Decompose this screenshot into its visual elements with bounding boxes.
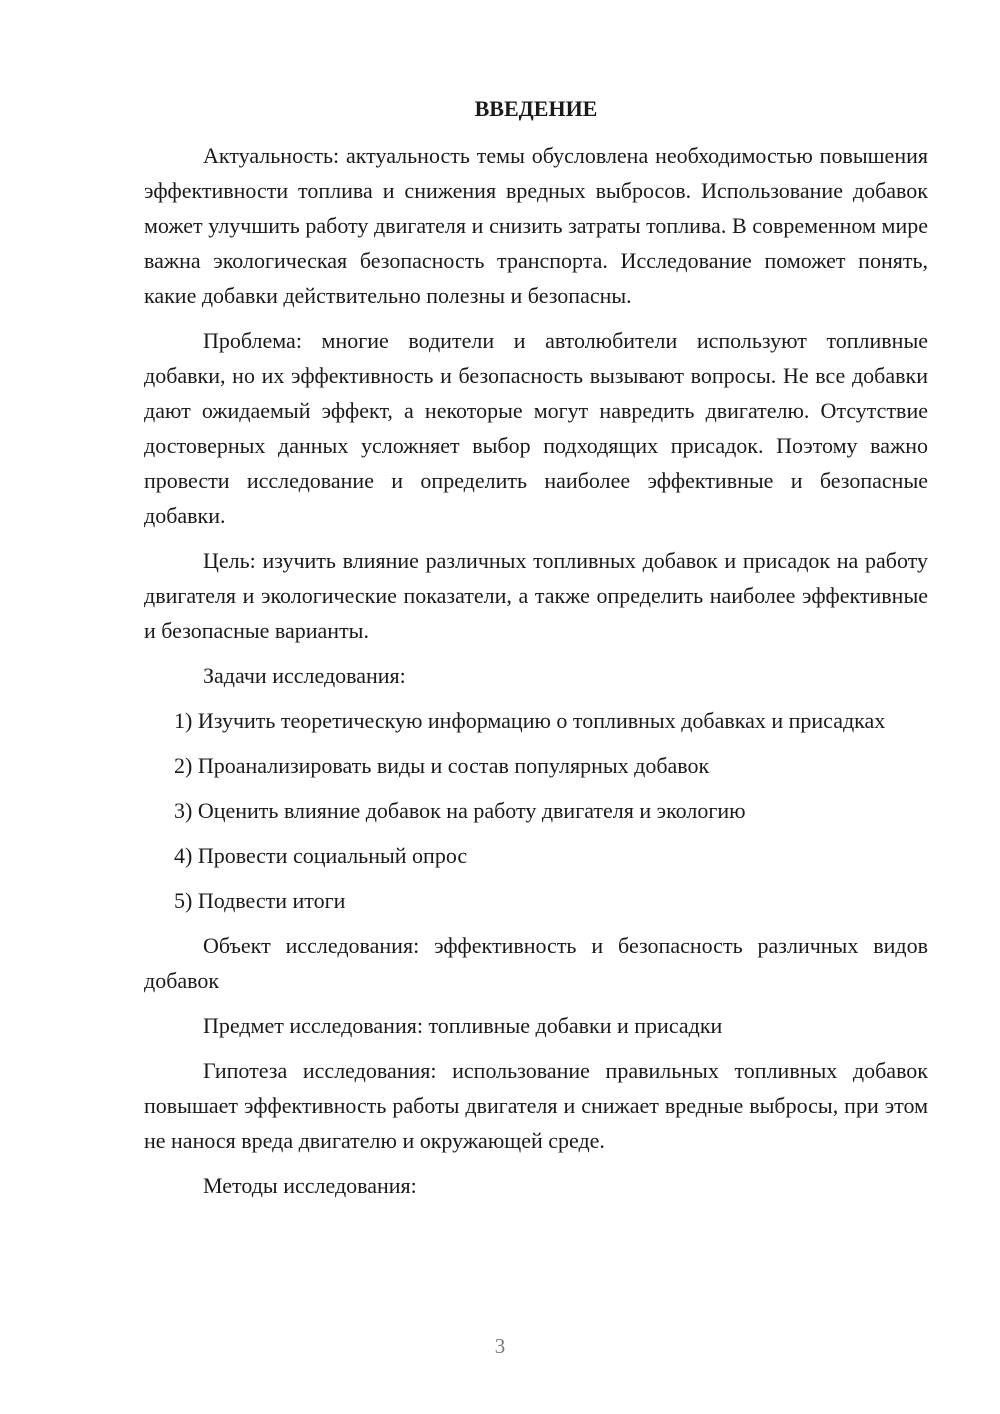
paragraph-hypothesis: Гипотеза исследования: использование правильных топливных добавок повышает эффективность работы двигателя и снижает вредные выбросы, при этом не нанося вреда двигателю и окружающей среде. bbox=[144, 1058, 928, 1153]
paragraph-problem: Проблема: многие водители и автолюбители используют топливные добавки, но их эффективность и безопасность вызывают вопросы. Не все добавки дают ожидаемый эффект, а некоторые могут навредить двигателю. Отсутствие достоверных данных усложняет выбор подходящих присадок. Поэтому важно провести исследование и определить наиболее эффективные и безопасные добавки. bbox=[144, 328, 928, 528]
task-item-2: 2) Проанализировать виды и состав популярных добавок bbox=[174, 753, 710, 778]
task-item-4: 4) Провести социальный опрос bbox=[174, 843, 468, 868]
task-item-3: 3) Оценить влияние добавок на работу двигателя и экологию bbox=[174, 798, 746, 823]
page-number: 3 bbox=[494, 1334, 506, 1358]
paragraph-methods: Методы исследования: bbox=[203, 1173, 417, 1198]
paragraph-object: Объект исследования: эффективность и безопасность различных видов добавок bbox=[144, 933, 928, 993]
task-item-5: 5) Подвести итоги bbox=[174, 888, 346, 913]
document-heading: ВВЕДЕНИЕ bbox=[474, 96, 598, 121]
paragraph-subject: Предмет исследования: топливные добавки и присадки bbox=[203, 1013, 723, 1038]
paragraph-relevance: Актуальность: актуальность темы обусловлена необходимостью повышения эффективности топлива и снижения вредных выбросов. Использование добавок может улучшить работу двигателя и снизить затраты топлива. В современном мире важна экологическая безопасность транспорта. Исследование поможет понять, какие добавки действительно полезны и безопасны. bbox=[144, 143, 928, 308]
tasks-title: Задачи исследования: bbox=[203, 663, 406, 688]
document-page bbox=[144, 94, 928, 1213]
paragraph-goal: Цель: изучить влияние различных топливных добавок и присадок на работу двигателя и экологические показатели, а также определить наиболее эффективные и безопасные варианты. bbox=[144, 548, 928, 643]
task-item-1: 1) Изучить теоретическую информацию о топливных добавках и присадках bbox=[174, 708, 886, 733]
